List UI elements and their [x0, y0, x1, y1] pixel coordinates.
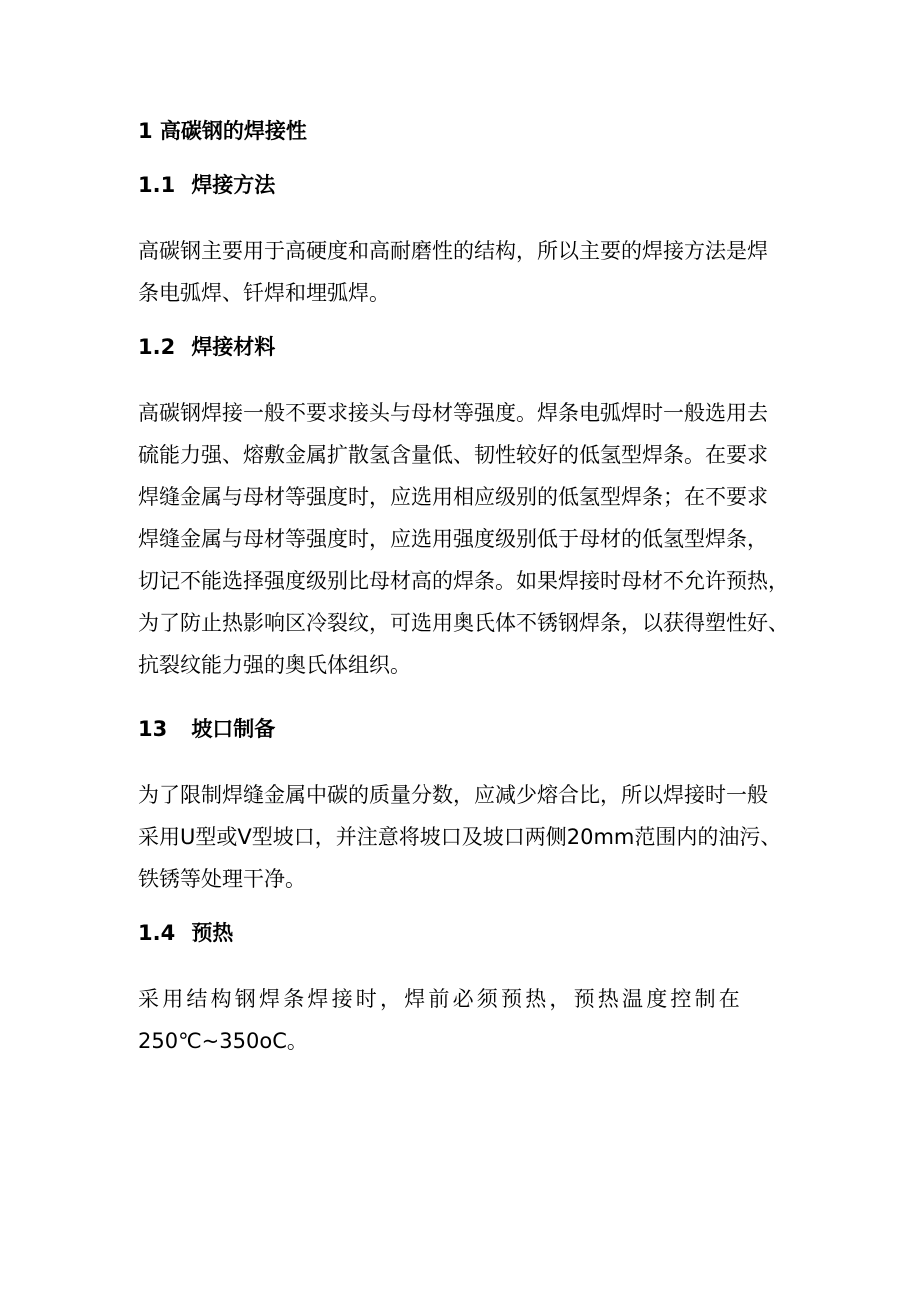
section-title: 预热 [191, 921, 234, 945]
section-number: 1.2 [138, 335, 176, 359]
paragraph-line: 采用结构钢焊条焊接时，焊前必须预热，预热温度控制在 [138, 987, 743, 1011]
paragraph-groove-preparation [138, 774, 810, 900]
paragraph-line: 铁锈等处理干净。 [138, 867, 306, 891]
heading-1-weldability: 1 高碳钢的焊接性 [138, 119, 307, 143]
paragraph-line: 高碳钢主要用于高硬度和高耐磨性的结构，所以主要的焊接方法是焊 [138, 239, 768, 263]
paragraph-line: 抗裂纹能力强的奥氏体组织。 [138, 653, 411, 677]
paragraph-line: 条电弧焊、钎焊和埋弧焊。 [138, 281, 390, 305]
section-title: 坡口制备 [191, 717, 276, 741]
paragraph-line: 为了限制焊缝金属中碳的质量分数，应减少熔合比，所以焊接时一般 [138, 783, 768, 807]
paragraph-line: 采用U型或V型坡口，并注意将坡口及坡口两侧20mm范围内的油污、 [138, 825, 782, 849]
paragraph-line: 焊缝金属与母材等强度时，应选用强度级别低于母材的低氢型焊条， [138, 527, 768, 551]
paragraph-line: 切记不能选择强度级别比母材高的焊条。如果焊接时母材不允许预热， [138, 569, 789, 593]
paragraph-welding-materials [138, 392, 810, 686]
paragraph-welding-method [138, 230, 810, 314]
heading-1-1-welding-method [138, 170, 810, 200]
paragraph-line: 焊缝金属与母材等强度时，应选用相应级别的低氢型焊条；在不要求 [138, 485, 768, 509]
paragraph-line: 硫能力强、熔敷金属扩散氢含量低、韧性较好的低氢型焊条。在要求 [138, 443, 768, 467]
section-number: 1.1 [138, 173, 176, 197]
section-title: 焊接材料 [191, 335, 276, 359]
heading-1-4-preheating [138, 918, 810, 948]
heading-1-2-welding-materials [138, 332, 810, 362]
paragraph-preheating [138, 978, 810, 1062]
paragraph-line: 250℃~350oC。 [138, 1029, 308, 1053]
paragraph-line: 为了防止热影响区冷裂纹，可选用奥氏体不锈钢焊条，以获得塑性好、 [138, 611, 789, 635]
section-title: 焊接方法 [191, 173, 276, 197]
section-number: 13 [138, 717, 168, 741]
section-number: 1.4 [138, 921, 176, 945]
paragraph-line: 高碳钢焊接一般不要求接头与母材等强度。焊条电弧焊时一般选用去 [138, 401, 768, 425]
heading-1-3-groove-preparation [138, 714, 810, 744]
